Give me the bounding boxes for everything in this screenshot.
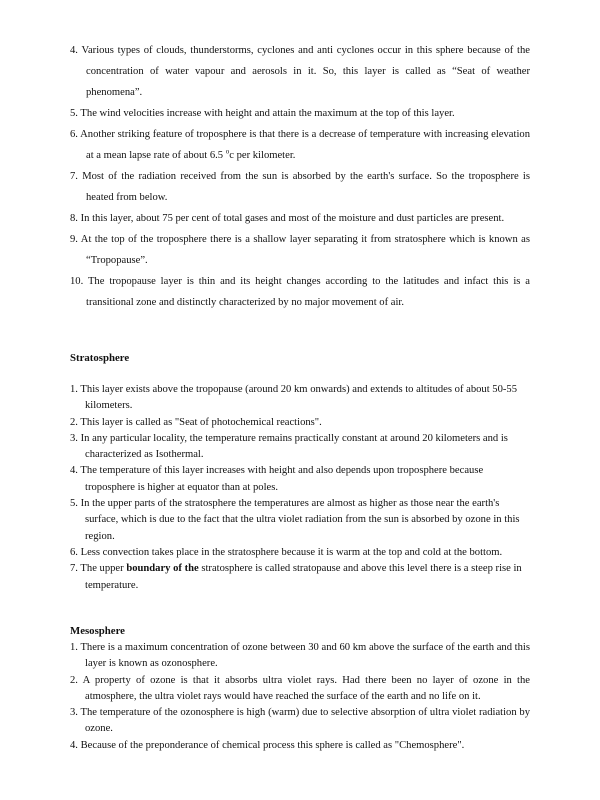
list-item (70, 166, 530, 208)
item-text: This layer is called as "Seat of photochemical reactions". (80, 416, 322, 428)
item-number: 7. (70, 563, 78, 575)
item-text: Most of the radiation received from the sun is absorbed by the earth's surface. So the troposphere is heated from below. (82, 171, 530, 203)
list-item (70, 382, 530, 415)
list-item (70, 415, 530, 431)
list-item (70, 229, 530, 271)
item-number: 2. (70, 416, 78, 428)
item-number: 5. (70, 498, 78, 510)
item-number: 2. (70, 674, 78, 686)
item-text: This layer exists above the tropopause (around 20 km onwards) and extends to altitudes of about 50-55 kilometers. (80, 384, 518, 412)
item-text: At the top of the troposphere there is a shallow layer separating it from stratosphere which is known as “Tropopause”. (80, 234, 530, 266)
list-item (70, 431, 530, 464)
list-item (70, 640, 530, 673)
item-text: There is a maximum concentration of ozone between 30 and 60 km above the surface of the earth and this layer is known as ozonosphere. (80, 642, 530, 670)
item-number: 4. (70, 465, 78, 477)
item-text: Various types of clouds, thunderstorms, cyclones and anti cyclones occur in this sphere because of the concentration of water vapour and aerosols in it. So, this layer is called as “Seat of weather phenomena”. (81, 45, 530, 98)
item-text: The tropopause layer is thin and its height changes according to the latitudes and infact this is a transitional zone and distinctly characterized by no major movement of air. (86, 276, 530, 308)
item-number: 3. (70, 707, 78, 719)
list-item (70, 673, 530, 706)
list-item (70, 124, 530, 166)
item-number: 1. (70, 384, 78, 395)
stratosphere-heading: Stratosphere (70, 352, 130, 364)
item-text: stratosphere is called stratopause and above this level there is a steep rise in temperature. (85, 563, 522, 591)
item-number: 1. (70, 642, 78, 653)
item-number: 4. (70, 739, 78, 751)
item-number: 7. (70, 171, 78, 182)
item-text: The wind velocities increase with height and attain the maximum at the top of this layer. (80, 108, 455, 119)
item-number: 8. (70, 213, 78, 224)
list-item (70, 738, 530, 754)
item-text: c per kilometer. (229, 150, 296, 161)
item-text: The temperature of the ozonosphere is high (warm) due to selective absorption of ultra violet radiation by ozone. (80, 707, 530, 735)
item-number: 6. (70, 129, 78, 140)
list-item (70, 705, 530, 738)
mesosphere-list (70, 640, 530, 754)
troposphere-list (70, 40, 530, 313)
bold-text: boundary of the (126, 563, 199, 575)
item-text: The temperature of this layer increases with height and also depends upon troposphere because troposphere is higher at equator than at poles. (80, 465, 484, 493)
list-item (70, 496, 530, 545)
item-text: Another striking feature of troposphere is that there is a decrease of temperature with increasing elevation at a mean lapse rate of about 6.5 (80, 129, 530, 161)
item-text: In this layer, about 75 per cent of total gases and most of the moisture and dust particles are present. (80, 213, 505, 224)
item-number: 4. (70, 45, 78, 56)
list-item (70, 103, 530, 124)
item-text: Because of the preponderance of chemical process this sphere is called as "Chemosphere". (80, 739, 465, 751)
item-number: 10. (70, 276, 84, 287)
list-item (70, 208, 530, 229)
item-number: 9. (70, 234, 78, 245)
mesosphere-heading: Mesosphere (70, 625, 125, 637)
item-number: 5. (70, 108, 78, 119)
list-item (70, 545, 530, 561)
item-text: A property of ozone is that it absorbs ultra violet rays. Had there been no layer of ozone in the atmosphere, the ultra violet rays would have reached the surface of the earth and no life on it. (82, 674, 530, 702)
list-item (70, 463, 530, 496)
list-item (70, 561, 530, 594)
degree-superscript: o (225, 147, 230, 156)
list-item (70, 271, 530, 313)
item-text: In the upper parts of the stratosphere the temperatures are almost as higher as those near the earth's surface, which is due to the fact that the ultra violet radiation from the sun is absorbed by ozone in this region. (80, 498, 520, 542)
stratosphere-list (70, 382, 530, 594)
list-item (70, 40, 530, 103)
item-text: In any particular locality, the temperature remains practically constant at around 20 kilometers and is characterized as Isothermal. (80, 432, 508, 461)
item-number: 3. (70, 432, 78, 444)
item-text: The upper (80, 563, 127, 575)
item-text: Less convection takes place in the stratosphere because it is warm at the top and cold at the bottom. (80, 546, 503, 558)
item-number: 6. (70, 546, 78, 558)
